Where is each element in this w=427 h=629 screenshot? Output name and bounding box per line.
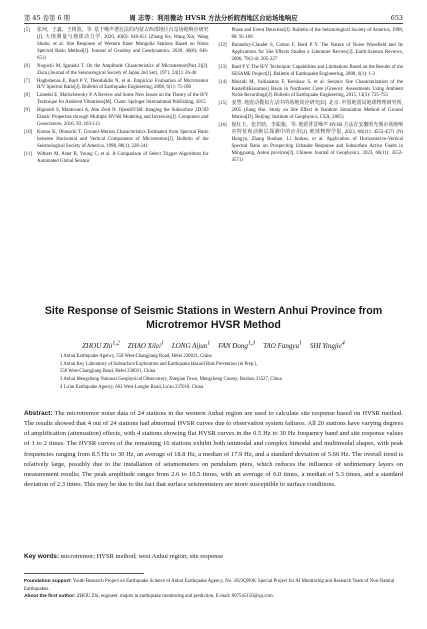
references-left-column bbox=[24, 28, 209, 280]
reference-number: [11] bbox=[24, 151, 32, 157]
footnote-text: ZHOU Zhi, engineer, majors in earthquake monitoring and prediction, E-mail: 807545150@qq.com. bbox=[76, 594, 274, 600]
reference-item bbox=[24, 130, 209, 151]
reference-number: [6] bbox=[24, 63, 30, 69]
author bbox=[128, 342, 164, 350]
reference-number: [13] bbox=[218, 64, 227, 70]
affiliation-list bbox=[60, 353, 387, 391]
reference-item bbox=[24, 79, 209, 93]
reference-number: [12] bbox=[218, 42, 227, 48]
reference-item bbox=[219, 123, 404, 164]
reference-text: Moisidi M, Vallianatos F, Kershaw S, et al. Seismic Site Characterization of the Kastelli(Kissamos) Basin in Northwest Crete (Greece): Assessments Using Ambient Noise Recordings[J]. Bulletin of Earthquake Engineering, 2015, 13(3): 725-753 bbox=[231, 79, 403, 99]
reference-item bbox=[219, 43, 404, 64]
footnote-item bbox=[24, 593, 403, 601]
running-header bbox=[24, 10, 403, 22]
reference-number: [8] bbox=[24, 93, 30, 99]
author bbox=[82, 342, 119, 350]
affiliation-line: 4 Lu'an Earthquake Agency, 662 West-Longhe Road, Lu'an 237010, China bbox=[60, 384, 204, 390]
reference-number: [16] bbox=[218, 123, 227, 129]
reference-text: Withers M, Aster R, Young C, et al. A Comparison of Select Trigger Algorithms for Automated Global Seismic bbox=[37, 151, 209, 164]
reference-number: [5] bbox=[24, 28, 30, 33]
running-title: 周 志等：利用微动 HVSR 方法分析皖西地区台站场地响应 bbox=[129, 14, 298, 22]
reference-text: 姜慧. 地震动模拟方法中的场地效应研究[D]. 北京: 中国地震局地球物理研究所, 2005 (Jiang Hui. Study on Site Effect in Random Simulation Method of Ground Motion[D]. Beijing: Institute of Geophysics, CEA, 2005) bbox=[231, 101, 403, 121]
reference-text: 张珂，王鑫，王树波，等. 基于噪声谱比法的内蒙古西部地区台站场地响应研究[J]. 大地测量与地球动力学, 2020, 40(6): 646-651 (Zhang Ke, Wang Xin, Wang Shubo, et al. Site Response of Western Inner Mongolia Stations Based on Noise Spectral Ratio Method[J]. Journal of Geodesy and Geodynamics, 2020, 40(6): 646-651) bbox=[37, 28, 209, 61]
issue-label: 第 45 卷第 6 期 bbox=[24, 14, 70, 22]
reference-text: Konno K, Ohmachi T. Ground-Motion Characteristics Estimated from Spectral Ratio between Horizontal and Vertical Components of Microtremor[J]. Bulletin of the Seismological Society of America, 1998, 88(1): 228-241 bbox=[37, 130, 209, 149]
reference-item bbox=[24, 93, 209, 107]
reference-text: Bard P Y. The H/V Technique: Capabilities and Limitations Based on the Results of the SESAME Project[J]. Bulletin of Earthquake Engineering, 2008, 6(1): 1-2 bbox=[231, 64, 403, 77]
reference-item bbox=[219, 101, 404, 122]
reference-number bbox=[219, 28, 232, 42]
footnote-text: Youth Research Project on Earthquake Science of Anhui Earthquake Agency, No. 2023QN06; Special Project for AI Monitoring and Research Team of Non-Natural Earthquakes. bbox=[24, 579, 395, 592]
reference-number: [14] bbox=[218, 79, 227, 85]
reference-text: 倪红玉，张若晗，李振俊，等. 地震背景噪声 HVSR 方法在安徽明光城市场地响应特征和活断层探测中的应用[J]. 地球物理学报, 2023, 66(11): 4552-4571 (Ni Hongyu, Zhang Ruohan, Li Junhao, et al. Application of Horizontal-to-Vertical Spectral Ratio on Prospecting Urbanite Response and Subsurface Active Faults in Mingguang, Anhui province[J]. Chinese Journal of Geophysics, 2023, 66(11): 4552-4571) bbox=[231, 123, 403, 163]
references-right-column bbox=[219, 28, 404, 280]
reference-number: [15] bbox=[218, 101, 227, 107]
author-affiliation-mark: 1 bbox=[160, 341, 164, 347]
author-affiliation-mark: 4 bbox=[341, 341, 345, 347]
reference-text: Lunedei E, Malischewsky P. A Review and Some New Issues on the Theory of the H/V Technique for Ambient Vibrations[M]. Cham: Springer International Publishing, 2015 bbox=[37, 93, 209, 106]
reference-item bbox=[24, 28, 209, 63]
footnote-item bbox=[24, 578, 403, 593]
reference-number: [9] bbox=[24, 108, 30, 114]
author bbox=[172, 342, 210, 350]
reference-item bbox=[24, 108, 209, 129]
author-name: ZHAO Xilei bbox=[127, 342, 161, 351]
reference-text: Bignardi S, Mantovani A, Abu Zeid N. OpenHVSR: Imaging the Subsurface 2D/3D Elastic Properties through Multiple HVSR Modeling and Inversion[J]. Computers and Geosciences, 2016, 93: 103-113 bbox=[37, 108, 209, 128]
author-affiliation-mark: 1,3 bbox=[247, 341, 256, 347]
reference-text: Haghshenas E, Bard P Y, Theodulidis N, et al. Empirical Evaluation of Microtremor H/V Spectral Ratio[J]. Bulletin of Earthquake Engineering, 2008, 6(1): 75-108 bbox=[37, 78, 209, 91]
author-affiliation-mark: 1 bbox=[207, 341, 211, 347]
footnotes bbox=[24, 578, 403, 601]
author bbox=[310, 342, 345, 350]
reference-number: [10] bbox=[24, 130, 33, 136]
author-affiliation-mark: 1 bbox=[298, 341, 302, 347]
footnote-rule bbox=[24, 573, 144, 574]
affiliation-line: 3 Anhui Mengcheng National Geophysical Observatory, Xuegian Town, Mengcheng County, Bozhou 33527, China bbox=[60, 377, 282, 383]
reference-item bbox=[219, 65, 404, 79]
footnote-label: About the first author: bbox=[24, 594, 76, 600]
author-name: TAO Fangyu bbox=[263, 342, 299, 351]
author-affiliation-mark: 1,2 bbox=[112, 341, 120, 347]
author bbox=[218, 342, 255, 350]
author-name: FAN Dong bbox=[218, 342, 248, 351]
abstract bbox=[24, 409, 403, 490]
header-rule bbox=[24, 23, 403, 24]
references-section bbox=[24, 28, 403, 280]
author-name: ZHOU Zhi bbox=[82, 342, 113, 351]
reference-item bbox=[219, 80, 404, 101]
english-title: Site Response of Seismic Stations in Western Anhui Province from Microtremor HVSR Method bbox=[44, 305, 383, 332]
affiliation-line: 2 Anhui Key Laboratory of Subsurface Exploration and Earthquake Hazard Risk Prevention (in Prep.), bbox=[60, 361, 258, 367]
author-name: LONG Aijun bbox=[171, 342, 208, 351]
reference-number: [7] bbox=[24, 78, 30, 84]
abstract-label: Abstract: bbox=[24, 410, 53, 417]
page-number: 653 bbox=[390, 14, 403, 22]
reference-text: Phase and Event Detection[J]. Bulletin of the Seismological Society of America, 1998, 88: 95-106 bbox=[231, 28, 403, 40]
affiliation-line: 1 Anhui Earthquake Agency, 558 West-Changjiang Road, Hefei 230031, China bbox=[60, 354, 212, 359]
abstract-text: The microtremor noise data of 24 stations in the western Anhui region are used to calculate site response based on HVSR method. The results showed that 4 out of 24 stations had abnormal HVSR curves due to observation system failures. All 20 stations have varying degrees of amplification (attenuation) effects, with 4 stations showing flat HVSR curves in the 0.5 Hz to 30 Hz frequency band and site response values of 1 to 2 times. The HVSR curves of the remaining 16 stations exhibit both unimodal and complex bimodal and multimodal shapes, with peak frequencies ranging from 8.5 Hz to 30 Hz, an average of 18.8 Hz, a median of 17.9 Hz, and a standard deviation of 5.66 Hz. The overall trend is relatively large, possibly due to the installation of seismometers on pendulum piers, which reduces the influence of sedimentary layers on measurement results; The peak amplitude ranges from 2.6 to 10.5 times, with an average of 6.0 times, a median of 5.3 times, and a standard deviation of 2.3 times. This may be due to the fact that surface seismometers are more susceptible to surface conditions. bbox=[24, 410, 403, 488]
keywords-label: Key words: bbox=[24, 553, 60, 560]
reference-item bbox=[24, 64, 209, 78]
reference-item bbox=[219, 28, 404, 42]
keywords bbox=[24, 553, 403, 560]
author-name: SHI Yingjie bbox=[309, 342, 342, 351]
author bbox=[263, 342, 302, 350]
reference-item bbox=[24, 152, 209, 166]
footnote-label: Foundation support: bbox=[24, 579, 72, 584]
reference-text: Noguchi M, Igarashi T. On the Amplitude Characteristics of Microtremor(Part 2)[J]. Zisin (Journal of the Seismological Society of Japan 2nd Ser), 1971, 24(1): 26-40 bbox=[37, 63, 209, 76]
keywords-text: microtremor; HVSR method; west Anhui region; site response bbox=[60, 553, 223, 560]
reference-text: Bonnefoy-Claudet S, Cotton F, Bard P Y. The Nature of Noise Wavefield and Its Applications for Site Effects Studies a Literature Review[J]. Earth-Science Reviews, 2006, 79(3-4): 205-227 bbox=[231, 42, 403, 62]
author-list bbox=[24, 341, 403, 350]
affiliation-line: 558 West-Changjiang Road, Hefei 230031, China bbox=[60, 369, 156, 375]
